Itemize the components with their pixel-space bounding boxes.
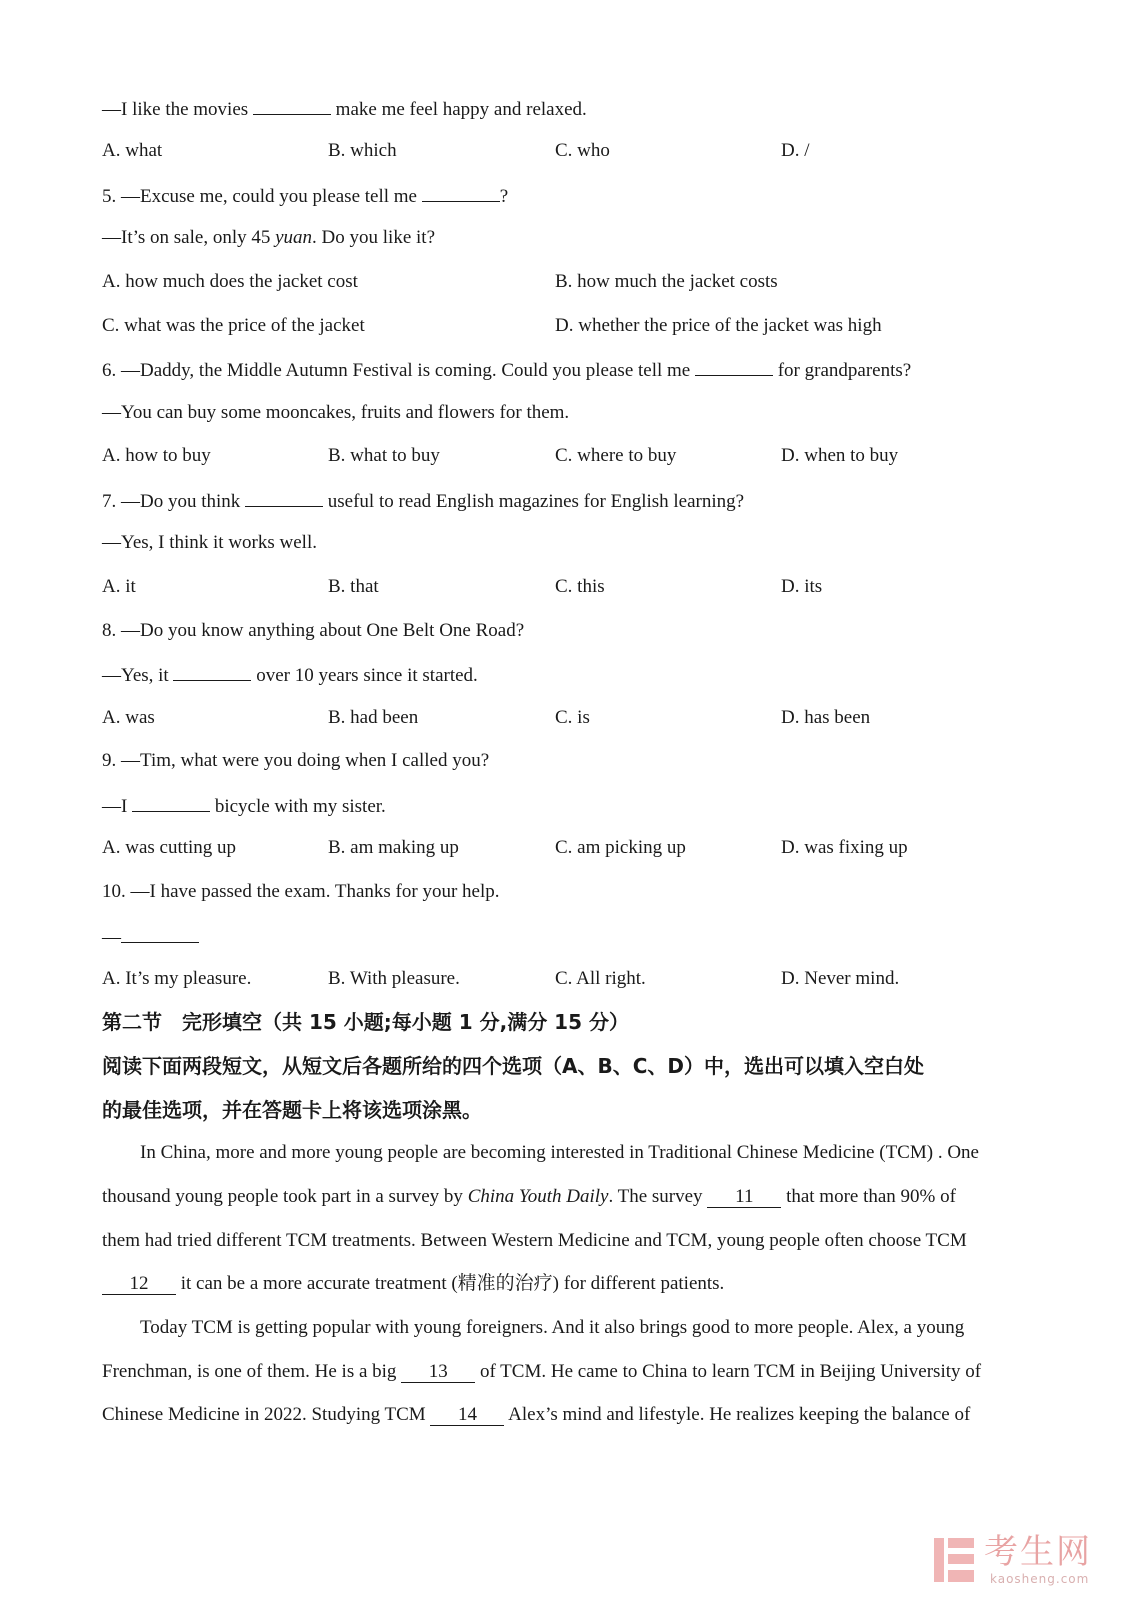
q6-stem-pre: 6. —Daddy, the Middle Autumn Festival is coming. Could you please tell me	[102, 360, 691, 381]
q7-blank	[245, 488, 323, 507]
kaosheng-logo-icon	[930, 1534, 978, 1586]
q10-option-d: D. Never mind.	[781, 968, 900, 989]
q10-option-c: C. All right.	[555, 968, 646, 989]
watermark-site: kaosheng.com	[990, 1572, 1090, 1586]
passage-p2-line2-pre: Frenchman, is one of them. He is a big	[102, 1361, 397, 1382]
kaosheng-watermark	[930, 1532, 1115, 1588]
q4-option-c: C. who	[555, 140, 610, 161]
q4-answer	[102, 96, 587, 122]
q10-blank	[121, 924, 199, 943]
q4-option-a: A. what	[102, 140, 163, 161]
q9-option-c: C. am picking up	[555, 837, 686, 858]
q5-blank	[422, 183, 500, 202]
passage-p1-line2-post: that more than 90% of	[786, 1186, 956, 1207]
q7-option-d: D. its	[781, 576, 823, 597]
passage-p1-line3: them had tried different TCM treatments. Between Western Medicine and TCM, young people often choose TCM	[102, 1230, 967, 1251]
q5-option-b: B. how much the jacket costs	[555, 271, 778, 292]
q5-stem	[102, 183, 508, 209]
section2-instruction-line1: 阅读下面两段短文，从短文后各题所给的四个选项（A、B、C、D）中，选出可以填入空白处	[102, 1054, 925, 1078]
q8-option-b: B. had been	[328, 707, 419, 728]
q7-stem-post: useful to read English magazines for English learning?	[327, 491, 745, 512]
q6-option-a: A. how to buy	[102, 445, 211, 466]
q8-option-a: A. was	[102, 707, 155, 728]
q9-reply	[102, 793, 386, 819]
cloze-blank-11: 11	[707, 1187, 781, 1208]
q7-option-c: C. this	[555, 576, 605, 597]
q6-option-b: B. what to buy	[328, 445, 440, 466]
q6-option-d: D. when to buy	[781, 445, 899, 466]
passage-p1-line4-post: it can be a more accurate treatment (精准的治疗) for different patients.	[180, 1273, 725, 1294]
q4-option-d: D. /	[781, 140, 810, 161]
q8-stem: 8. —Do you know anything about One Belt One Road?	[102, 620, 525, 641]
q9-reply-post: bicycle with my sister.	[214, 796, 386, 817]
q6-stem	[102, 357, 911, 383]
cloze-blank-13: 13	[401, 1362, 475, 1383]
q6-stem-post: for grandparents?	[777, 360, 912, 381]
section2-instruction-line2: 的最佳选项，并在答题卡上将该选项涂黑。	[102, 1098, 482, 1122]
q9-blank	[132, 793, 210, 812]
passage-p2-line1: Today TCM is getting popular with young foreigners. And it also brings good to more people. Alex, a young	[140, 1317, 965, 1338]
q9-option-b: B. am making up	[328, 837, 459, 858]
passage-p1-line1: In China, more and more young people are becoming interested in Traditional Chinese Medicine (TCM) . One	[140, 1142, 979, 1163]
q8-option-d: D. has been	[781, 707, 871, 728]
q8-option-c: C. is	[555, 707, 590, 728]
watermark-brand: 考生网	[984, 1532, 1092, 1572]
section2-title: 第二节 完形填空（共 15 小题;每小题 1 分,满分 15 分）	[102, 1010, 629, 1034]
q9-option-a: A. was cutting up	[102, 837, 237, 858]
passage-p1-line2	[102, 1185, 956, 1209]
q8-reply-pre: —Yes, it	[102, 665, 169, 686]
q5-reply	[102, 226, 435, 250]
q10-reply	[102, 924, 199, 950]
passage-p2-line3-pre: Chinese Medicine in 2022. Studying TCM	[102, 1404, 426, 1425]
q7-stem-pre: 7. —Do you think	[102, 491, 241, 512]
q5-stem-post: ?	[499, 186, 509, 207]
q6-option-c: C. where to buy	[555, 445, 677, 466]
q10-option-b: B. With pleasure.	[328, 968, 460, 989]
q6-reply: —You can buy some mooncakes, fruits and flowers for them.	[102, 402, 570, 423]
passage-p2-line3	[102, 1403, 970, 1427]
q5-stem-pre: 5. —Excuse me, could you please tell me	[102, 186, 417, 207]
q10-reply-pre: —	[102, 927, 121, 948]
q5-reply-pre: —It’s on sale, only 45	[102, 227, 271, 248]
q9-reply-pre: —I	[102, 796, 128, 817]
q7-option-b: B. that	[328, 576, 379, 597]
passage-p2-line2-post: of TCM. He came to China to learn TCM in Beijing University of	[479, 1361, 982, 1382]
q9-stem: 9. —Tim, what were you doing when I called you?	[102, 750, 490, 771]
q7-stem	[102, 488, 744, 514]
cloze-blank-12: 12	[102, 1274, 176, 1295]
q7-option-a: A. it	[102, 576, 136, 597]
q4-option-b: B. which	[328, 140, 397, 161]
passage-p1-line2-mid: . The survey	[608, 1186, 703, 1207]
q9-option-d: D. was fixing up	[781, 837, 908, 858]
q5-option-a: A. how much does the jacket cost	[102, 271, 358, 292]
q5-reply-italic: yuan	[275, 227, 313, 248]
q4-answer-pre: —I like the movies	[102, 99, 249, 120]
q8-blank	[173, 662, 251, 681]
q5-reply-post: . Do you like it?	[312, 227, 435, 248]
passage-p1-line2-pre: thousand young people took part in a survey by	[102, 1186, 463, 1207]
q7-reply: —Yes, I think it works well.	[102, 532, 317, 553]
q8-reply	[102, 662, 478, 688]
q8-reply-post: over 10 years since it started.	[256, 665, 478, 686]
q10-stem: 10. —I have passed the exam. Thanks for your help.	[102, 881, 500, 902]
passage-p2-line3-post: Alex’s mind and lifestyle. He realizes keeping the balance of	[508, 1404, 971, 1425]
q4-blank	[253, 96, 331, 115]
cloze-blank-14: 14	[430, 1405, 504, 1426]
q10-option-a: A. It’s my pleasure.	[102, 968, 252, 989]
q5-option-d: D. whether the price of the jacket was high	[555, 315, 882, 336]
passage-source-italic: China Youth Daily	[467, 1186, 609, 1207]
q4-answer-post: make me feel happy and relaxed.	[335, 99, 587, 120]
q5-option-c: C. what was the price of the jacket	[102, 315, 365, 336]
passage-p1-line4	[102, 1272, 724, 1296]
q6-blank	[695, 357, 773, 376]
passage-p2-line2	[102, 1360, 981, 1384]
